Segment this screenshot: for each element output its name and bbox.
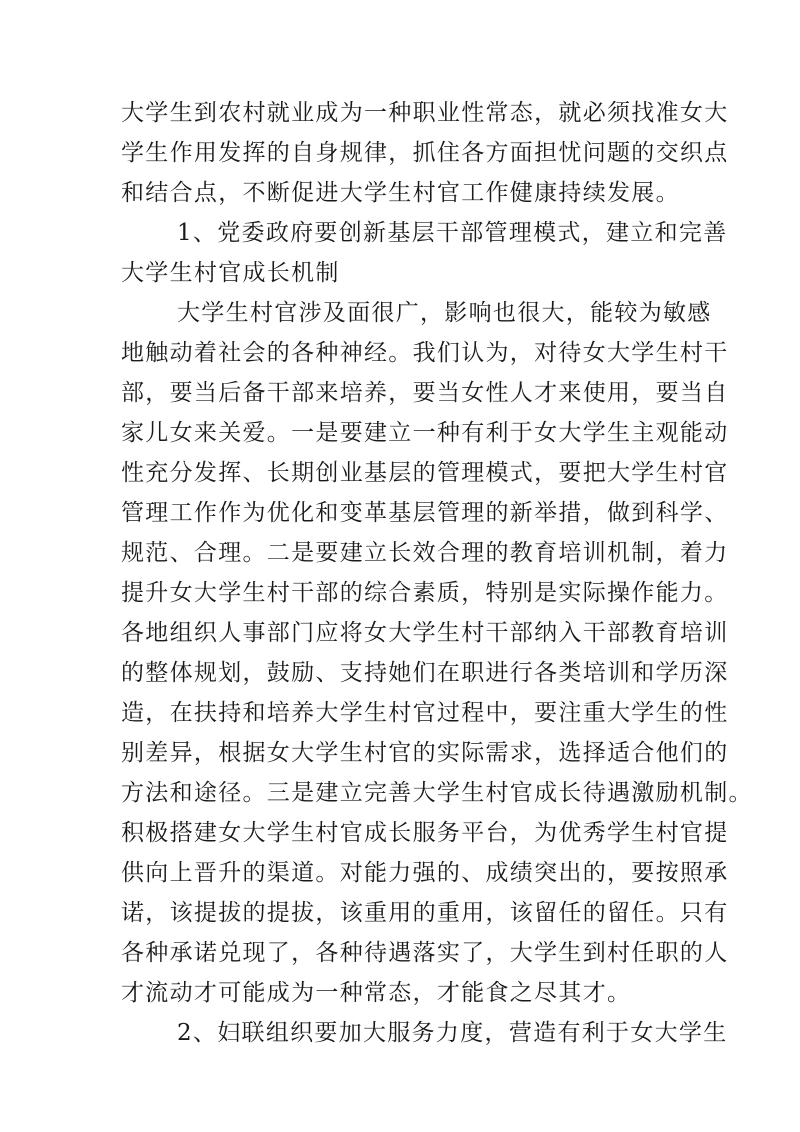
- text-line: 地触动着社会的各种神经。我们认为，对待女大学生村干: [121, 340, 729, 366]
- text-line: 各地组织人事部门应将女大学生村干部纳入干部教育培训: [121, 620, 729, 646]
- text-line: 大学生到农村就业成为一种职业性常态，就必须找准女大: [121, 100, 729, 126]
- text-line: 家儿女来关爱。一是要建立一种有利于女大学生主观能动: [121, 420, 729, 446]
- paragraph-start: 大学生村官涉及面很广，影响也很大，能较为敏感: [177, 300, 712, 326]
- text-line: 的整体规划，鼓励、支持她们在职进行各类培训和学历深: [121, 660, 729, 686]
- heading-1-continuation: 大学生村官成长机制: [121, 260, 340, 286]
- text-line: 别差异，根据女大学生村官的实际需求，选择适合他们的: [121, 740, 729, 766]
- text-line: 部，要当后备干部来培养，要当女性人才来使用，要当自: [121, 380, 729, 406]
- heading-2: 2、妇联组织要加大服务力度，营造有利于女大学生: [177, 1020, 728, 1046]
- text-line: 规范、合理。二是要建立长效合理的教育培训机制，着力: [121, 540, 729, 566]
- heading-1: 1、党委政府要创新基层干部管理模式，建立和完善: [177, 220, 728, 246]
- text-line: 诺，该提拔的提拔，该重用的重用，该留任的留任。只有: [121, 900, 729, 926]
- text-line: 方法和途径。三是建立完善大学生村官成长待遇激励机制。: [121, 780, 753, 806]
- text-line: 提升女大学生村干部的综合素质，特别是实际操作能力。: [121, 580, 729, 606]
- text-line: 各种承诺兑现了，各种待遇落实了，大学生到村任职的人: [121, 940, 729, 966]
- text-line: 学生作用发挥的自身规律，抓住各方面担忧问题的交织点: [121, 140, 729, 166]
- text-line: 性充分发挥、长期创业基层的管理模式，要把大学生村官: [121, 460, 729, 486]
- text-line: 供向上晋升的渠道。对能力强的、成绩突出的，要按照承: [121, 860, 729, 886]
- text-line: 才流动才可能成为一种常态，才能食之尽其才。: [121, 980, 632, 1006]
- text-line: 造，在扶持和培养大学生村官过程中，要注重大学生的性: [121, 700, 729, 726]
- text-line: 管理工作作为优化和变革基层管理的新举措，做到科学、: [121, 500, 729, 526]
- text-line: 积极搭建女大学生村官成长服务平台，为优秀学生村官提: [121, 820, 729, 846]
- text-line: 和结合点，不断促进大学生村官工作健康持续发展。: [121, 180, 680, 206]
